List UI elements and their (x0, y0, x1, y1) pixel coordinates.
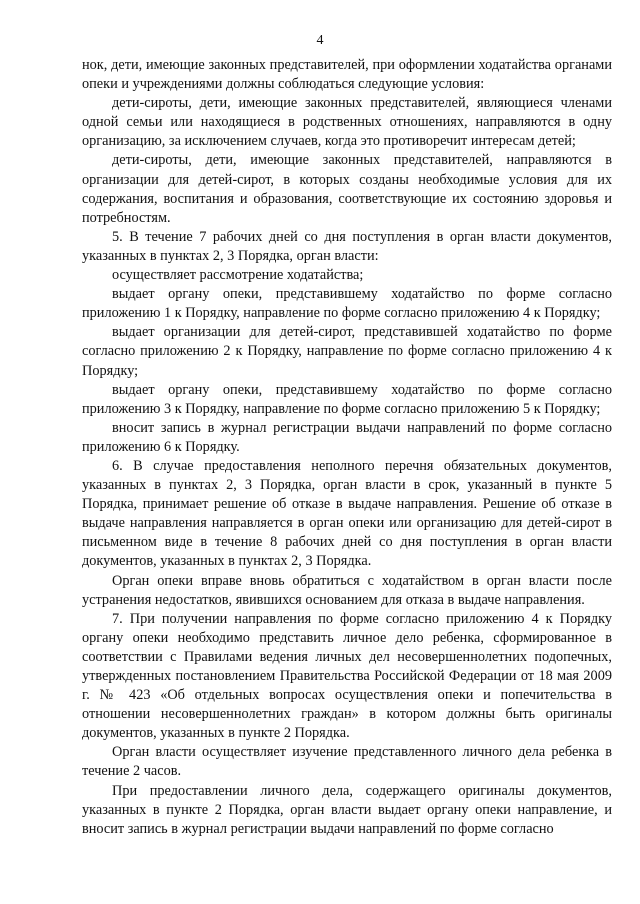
paragraph-condition-1: дети-сироты, дети, имеющие законных представителей, являющиеся членами одной семьи или находящиеся в родственных отношениях, направляются в одну организацию, за исключением случаев, когда это противоречит интересам детей; (82, 95, 612, 150)
paragraph-item-5-action-5: вносит запись в журнал регистрации выдачи направлений по форме согласно приложению 6 к Порядку. (82, 419, 612, 455)
page-number: 4 (316, 33, 324, 48)
paragraph-condition-2: дети-сироты, дети, имеющие законных представителей, направляются в организации для детей-сирот, в которых созданы необходимые условия для их содержания, воспитания и образования, соответствующие их состоянию здоровья и потребностям. (82, 152, 612, 226)
paragraph-item-5-action-3: выдает организации для детей-сирот, представившей ходатайство по форме согласно приложению 2 к Порядку, направление по форме согласно приложению 4 к Порядку; (82, 324, 612, 379)
paragraph-item-6-reapply: Орган опеки вправе вновь обратиться с ходатайством в орган власти после устранения недостатков, явившихся основанием для отказа в выдаче направления. (82, 572, 612, 608)
paragraph-item-5-action-1: осуществляет рассмотрение ходатайства; (112, 267, 364, 284)
paragraph-item-5-action-2: выдает органу опеки, представившему ходатайство по форме согласно приложению 1 к Порядку, направление по форме согласно приложению 4 к Порядку; (82, 286, 612, 322)
paragraph-item-5-action-4: выдает органу опеки, представившему ходатайство по форме согласно приложению 3 к Порядку, направление по форме согласно приложению 5 к Порядку; (82, 381, 612, 417)
paragraph-item-7-issue: При предоставлении личного дела, содержащего оригиналы документов, указанных в пункте 2 Порядка, орган власти выдает органу опеки направление, и вносит запись в журнал регистрации выдачи направлений по форме согласно (82, 782, 612, 837)
document-body (82, 56, 612, 839)
paragraph-item-7: 7. При получении направления по форме согласно приложению 4 к Порядку органу опеки необходимо представить личное дело ребенка, сформированное в соответствии с Правилами ведения личных дел несовершеннолетних подопечных, утвержденных постановлением Правительства Российской Федерации от 18 мая 2009 г. № 423 «Об отдельных вопросах осуществления опеки и попечительства в отношении несовершеннолетних граждан» в котором должны быть оригиналы документов, указанных в пункте 2 Порядка. (82, 610, 612, 742)
paragraph-item-7-review: Орган власти осуществляет изучение представленного личного дела ребенка в течение 2 часов. (82, 744, 612, 780)
paragraph-item-6: 6. В случае предоставления неполного перечня обязательных документов, указанных в пунктах 2, 3 Порядка, орган власти в срок, указанный в пункте 5 Порядка, принимает решение об отказе в выдаче направления. Решение об отказе в выдаче направления направляется в орган опеки или организацию для детей-сирот в письменном виде в течение 8 рабочих дней со дня поступления в орган власти документов, указанных в пунктах 2, 3 Порядка. (82, 457, 612, 570)
paragraph-continuation: нок, дети, имеющие законных представителей, при оформлении ходатайства органами опеки и учреждениями должны соблюдаться следующие условия: (82, 57, 612, 93)
paragraph-item-5: 5. В течение 7 рабочих дней со дня поступления в орган власти документов, указанных в пунктах 2, 3 Порядка, орган власти: (82, 228, 612, 264)
